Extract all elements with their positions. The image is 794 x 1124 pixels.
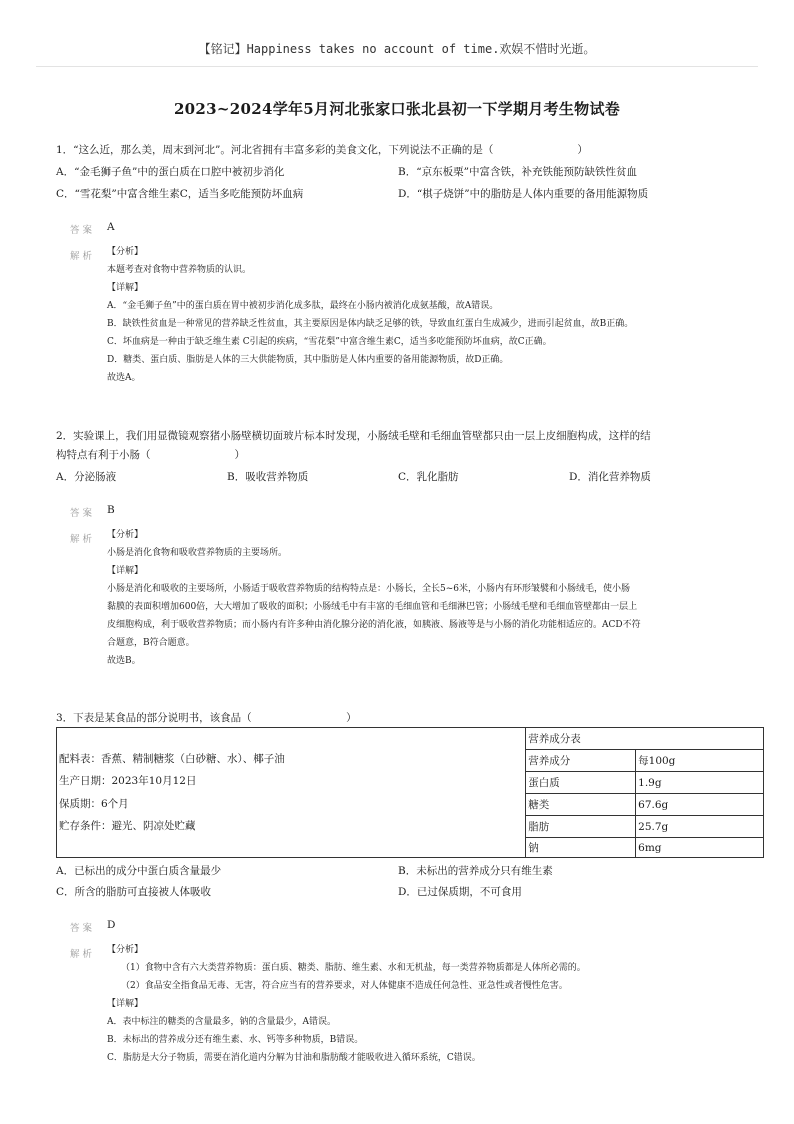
q3-explain-label: 解析 xyxy=(70,949,96,960)
q3-option-d: D．已过保质期，不可食用 xyxy=(398,886,522,898)
q2-exp-line: 小肠是消化食物和吸收营养物质的主要场所。 xyxy=(107,548,288,558)
q3-exp-line: C．脂肪是大分子物质，需要在消化道内分解为甘油和脂肪酸才能吸收进入循环系统，C错误。 xyxy=(107,1053,481,1063)
q1-exp-line: C．坏血病是一种由于缺乏维生素 C引起的疾病，“雪花梨”中富含维生素C，适当多吃能预防坏血病，故C正确。 xyxy=(107,337,552,347)
q1-exp-line: 本题考查对食物中营养物质的认识。 xyxy=(107,265,252,275)
storage-text: 贮存条件：避光、阴凉处贮藏 xyxy=(59,820,196,832)
q1-answer-value: A xyxy=(107,221,115,233)
page-header-motto: 【铭记】Happiness takes no account of time.欢娱不惜时光逝。 xyxy=(198,42,596,56)
q3-stem: 3．下表是某食品的部分说明书，该食品（ ） xyxy=(56,712,357,724)
q1-stem: 1．“这么近，那么美，周末到河北”。河北省拥有丰富多彩的美食文化，下列说法不正确的是（ ） xyxy=(56,144,588,156)
q2-exp-line: 故选B。 xyxy=(107,656,141,666)
q1-option-d: D．“棋子烧饼”中的脂肪是人体内重要的备用能源物质 xyxy=(398,188,649,200)
shelf-life-text: 保质期：6个月 xyxy=(59,797,129,810)
q2-exp-line: 合题意，B符合题意。 xyxy=(107,638,195,648)
q3-exp-line: B．未标出的营养成分还有维生素、水、钙等多种物质，B错误。 xyxy=(107,1035,364,1045)
q1-option-b: B．“京东板栗”中富含铁，补充铁能预防缺铁性贫血 xyxy=(398,166,637,178)
nutrition-header-name: 营养成分 xyxy=(526,750,636,772)
q1-exp-line: 【分析】 xyxy=(107,247,144,257)
ingredients-text: 配料表：香蕉、精制糖浆（白砂糖、水）、椰子油 xyxy=(59,752,285,765)
food-label-table xyxy=(56,727,764,858)
nutrition-row-name: 糖类 xyxy=(526,794,636,816)
q3-exp-line: 【分析】 xyxy=(107,945,144,955)
nutrition-table-title: 营养成分表 xyxy=(526,728,764,750)
q3-option-b: B．未标出的营养成分只有维生素 xyxy=(398,865,553,877)
nutrition-row-name: 脂肪 xyxy=(526,816,636,838)
q1-exp-line: A．“金毛狮子鱼”中的蛋白质在胃中被初步消化成多肽，最终在小肠内被消化成氨基酸，故A错误。 xyxy=(107,301,499,311)
production-date-text: 生产日期：2023年10月12日 xyxy=(59,775,197,787)
q2-exp-line: 小肠是消化和吸收的主要场所，小肠适于吸收营养物质的结构特点是：小肠长，全长5~6米，小肠内有环形皱襞和小肠绒毛，使小肠 xyxy=(107,584,630,594)
q2-option-c: C．乳化脂肪 xyxy=(398,471,459,483)
q1-exp-line: 故选A。 xyxy=(107,373,141,383)
q1-explanation xyxy=(107,243,727,387)
q2-exp-line: 【详解】 xyxy=(107,566,144,576)
q1-explain-label: 解析 xyxy=(70,251,96,262)
q1-option-c: C．“雪花梨”中富含维生素C，适当多吃能预防坏血病 xyxy=(56,188,304,200)
nutrition-row-value: 6mg xyxy=(636,838,764,858)
q1-exp-line: 【详解】 xyxy=(107,283,144,293)
q3-exp-line: （2）食品安全指食品无毒、无害，符合应当有的营养要求，对人体健康不造成任何急性、亚急性或者慢性危害。 xyxy=(121,981,568,991)
q3-explanation xyxy=(107,941,727,1067)
q1-option-a: A．“金毛狮子鱼”中的蛋白质在口腔中被初步消化 xyxy=(56,166,285,178)
q2-exp-line: 黏膜的表面积增加600倍，大大增加了吸收的面积；小肠绒毛中有丰富的毛细血管和毛细淋巴管；小肠绒毛壁和毛细血管壁都由一层上 xyxy=(107,602,638,612)
q2-exp-line: 【分析】 xyxy=(107,530,144,540)
q3-exp-line: A．表中标注的糖类的含量最多，钠的含量最少，A错误。 xyxy=(107,1017,337,1027)
q2-answer-label: 答案 xyxy=(70,508,96,519)
q1-answer-label: 答案 xyxy=(70,225,96,236)
q3-answer-value: D xyxy=(107,919,116,931)
header-divider xyxy=(36,66,758,67)
q2-exp-line: 皮细胞构成，利于吸收营养物质；而小肠内有许多种由消化腺分泌的消化液，如胰液、肠液等是与小肠的消化功能相适应的。ACD不符 xyxy=(107,620,641,630)
q2-stem-line1: 2．实验课上，我们用显微镜观察猪小肠壁横切面玻片标本时发现，小肠绒毛壁和毛细血管壁都只由一层上皮细胞构成，这样的结 xyxy=(56,430,651,442)
paper-title: 2023~2024学年5月河北张家口张北县初一下学期月考生物试卷 xyxy=(173,100,621,118)
q2-stem-line2: 构特点有利于小肠（ ） xyxy=(56,449,245,461)
q2-option-a: A．分泌肠液 xyxy=(56,471,117,483)
q1-exp-line: B．缺铁性贫血是一种常见的营养缺乏性贫血，其主要原因是体内缺乏足够的铁，导致血红蛋白生成减少，进而引起贫血，故B正确。 xyxy=(107,319,634,329)
nutrition-row-value: 1.9g xyxy=(636,772,764,794)
q3-option-a: A．已标出的成分中蛋白质含量最少 xyxy=(56,865,222,877)
q3-exp-line: 【详解】 xyxy=(107,999,144,1009)
ingredients-cell xyxy=(57,728,526,858)
nutrition-header-value: 每100g xyxy=(636,750,764,772)
nutrition-row-name: 蛋白质 xyxy=(526,772,636,794)
nutrition-row-value: 67.6g xyxy=(636,794,764,816)
q2-answer-value: B xyxy=(107,504,115,516)
nutrition-row-name: 钠 xyxy=(526,838,636,858)
nutrition-row-value: 25.7g xyxy=(636,816,764,838)
q2-option-d: D．消化营养物质 xyxy=(569,471,651,483)
q1-exp-line: D．糖类、蛋白质、脂肪是人体的三大供能物质，其中脂肪是人体内重要的备用能源物质，故D正确。 xyxy=(107,355,509,365)
q2-explanation xyxy=(107,526,727,670)
q3-answer-label: 答案 xyxy=(70,923,96,934)
q2-explain-label: 解析 xyxy=(70,534,96,545)
q2-option-b: B．吸收营养物质 xyxy=(227,471,309,483)
q3-option-c: C．所含的脂肪可直接被人体吸收 xyxy=(56,886,212,898)
q3-exp-line: （1）食物中含有六大类营养物质：蛋白质、糖类、脂肪、维生素、水和无机盐，每一类营养物质都是人体所必需的。 xyxy=(121,963,586,973)
